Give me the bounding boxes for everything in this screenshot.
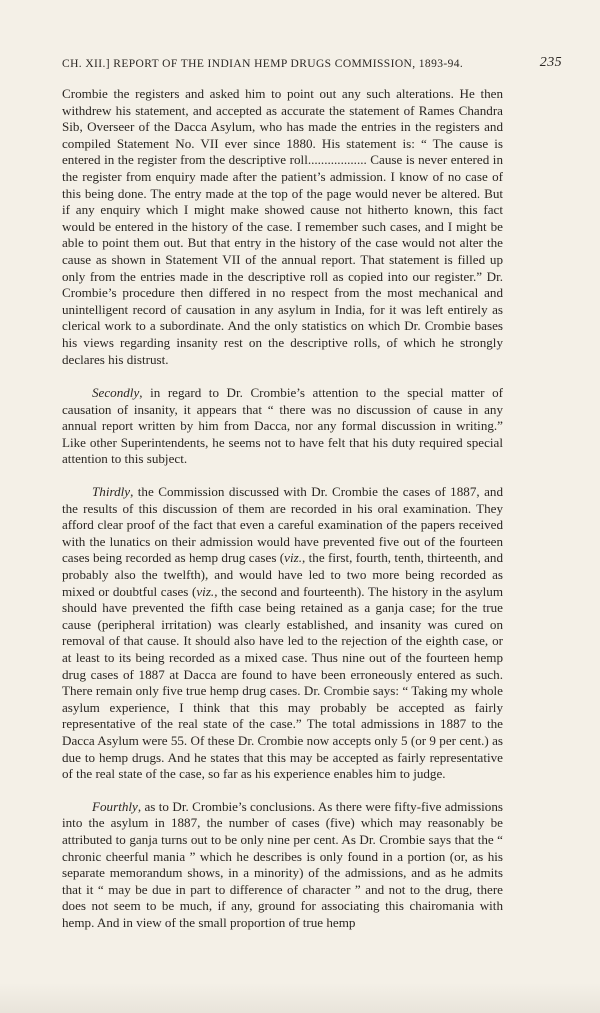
text-run: , as to Dr. Crombie’s conclusions. As there were fifty-five admissions into the asylum in 1887, the number of cases (five) which may reasonably be attributed to ganja turns out to be only nine per cent. As Dr. Crombie says that the “ chronic cheerful mania ” which he describes is only found in a portion (or, as his separate memorandum shows, in a minority) of the admissions, and as he admits that it “ may be due in part to difference of character ” and not to the drug, there does not seem to be much, if any, ground for associating this chairomania with hemp. And in view of the small proportion of true hemp <box>62 798 503 930</box>
italic-text-run: Secondly <box>92 385 140 401</box>
text-run: , the Commission discussed with Dr. Crombie the cases of 1887, and the results of this discussion of them are recorded in his oral examination. They afford clear proof of the fact that even a careful examination of the papers received with the lunatics on their admission would have prevented five out of the fourteen cases being recorded as hemp drug cases ( <box>62 484 503 566</box>
body-text <box>62 86 503 948</box>
page-number: 235 <box>539 55 562 70</box>
italic-text-run: Fourthly <box>92 798 138 814</box>
text-run: , the second and fourteenth). The history in the asylum should have prevented the fifth case being retained as a ganja case; for the true cause (peripheral irritation) was clearly established, and insanity was cured on removal of that cause. It should also have led to the rejection of the eighth case, or at least to its being recorded as a mixed case. Thus nine out of the fourteen hemp drug cases of 1887 at Dacca are found to have been erroneously entered as such. There remain only five true hemp drug cases. Dr. Crombie says: “ Taking my whole asylum experience, I think that this may probably be accepted as fairly representative of the real state of the case.” The total admissions in 1887 to the Dacca Asylum were 55. Of these Dr. Crombie now accepts only 5 (or 9 per cent.) as due to hemp drugs. And he states that this may be accepted as fairly representative of the real state of the case, so far as his experience enables him to judge. <box>62 583 504 782</box>
italic-text-run: viz. <box>284 550 302 566</box>
italic-text-run: Thirdly <box>92 484 131 500</box>
paragraph <box>62 385 503 468</box>
header-title: CH. XII.] REPORT OF THE INDIAN HEMP DRUGS COMMISSION, 1893-94. <box>62 58 464 70</box>
page-edge-shading <box>0 983 600 1013</box>
paragraph <box>62 484 503 783</box>
italic-text-run: viz. <box>196 583 215 599</box>
running-header <box>62 55 562 80</box>
text-run: Crombie the registers and asked him to point out any such alterations. He then withdrew his statement, and accepted as accurate the statement of Rames Chandra Sib, Overseer of the Dacca Asylum, who has made the entries in the registers and compiled Statement No. VII ever since 1880. His statement is: “ The cause is entered in the register from the descriptive roll.................. Cause is never entered in the register from enquiry made after the patient’s admission. I know of no case of this being done. The entry made at the top of the page would never be altered. But if any enquiry which I might make showed cause not hitherto known, this fact would be entered in the history of the case. I remember such cases, and I might be able to point them out. But that entry in the history of the case would not alter the cause as shown in Statement VII of the annual report. That statement is filled up only from the entries made in the descriptive roll as copied into our register.” Dr. Crombie’s procedure then differed in no respect from the most mechanical and unintelligent record of causation in any asylum in India, for it was left entirely as clerical work to a subordinate. And the only statistics on which Dr. Crombie bases his views regarding insanity rest on the descriptive rolls, of which he strongly declares his distrust. <box>62 86 503 367</box>
paragraph <box>62 799 503 932</box>
text-run: , in regard to Dr. Crombie’s attention to the special matter of causation of insanity, it appears that “ there was no discussion of cause in any annual report written by him from Dacca, nor any formal discussion in writing.” Like other Superintendents, he seems not to have felt that his duty required special attention to this subject. <box>62 385 503 467</box>
paragraph <box>62 86 503 368</box>
text-run: , the first, fourth, tenth, thirteenth, and probably also the twelfth), and would have led to two more being recorded as mixed or doubtful cases ( <box>62 550 503 599</box>
